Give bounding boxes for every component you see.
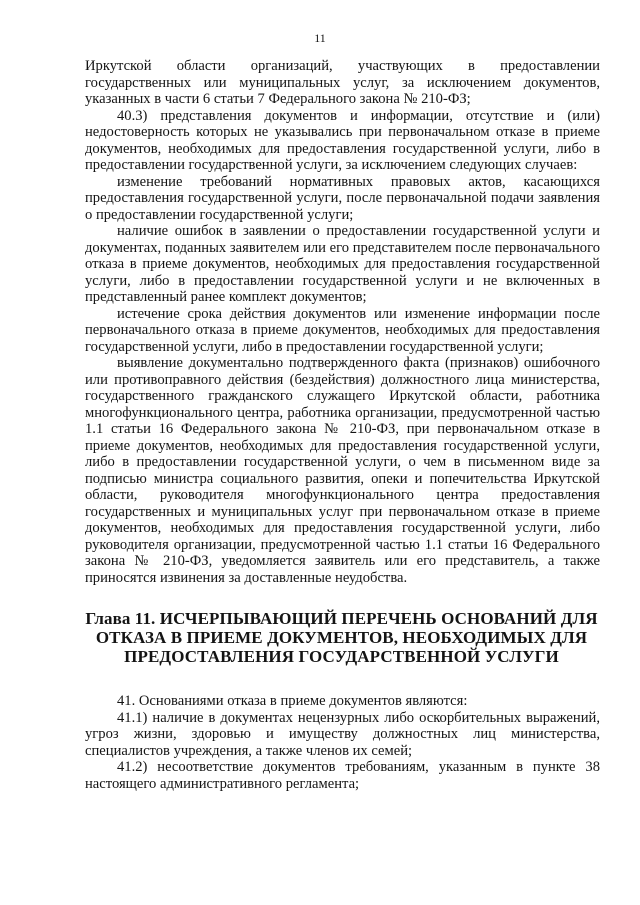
chapter-heading: Глава 11. ИСЧЕРПЫВАЮЩИЙ ПЕРЕЧЕНЬ ОСНОВАНИЙ ДЛЯ ОТКАЗА В ПРИЕМЕ ДОКУМЕНТОВ, НЕОБХОДИМЫХ ДЛЯ ПРЕДОСТАВЛЕНИЯ ГОСУДАРСТВЕННОЙ УСЛУГИ xyxy=(85,609,598,666)
paragraph: изменение требований нормативных правовых актов, касающихся предоставления государственной услуги, после первоначальной подачи заявления о предоставлении государственной услуги; xyxy=(85,173,600,223)
section-spacer xyxy=(85,666,600,693)
paragraph: истечение срока действия документов или изменение информации после первоначального отказа в приеме документов, необходимых для предоставления государственной услуги, либо в предоставлении государственной услуги; xyxy=(85,305,600,355)
paragraph: 41. Основаниями отказа в приеме документов являются: xyxy=(117,693,468,709)
paragraph: 41.1) наличие в документах нецензурных либо оскорбительных выражений, угроз жизни, здоровью и имуществу должностных лиц министерства, специалистов учреждения, а также членов их семей; xyxy=(85,709,600,759)
paragraph: 40.3) представления документов и информации, отсутствие и (или) недостоверность которых не указывались при первоначальном отказе в приеме документов, необходимых для предоставления государственной услуги, либо в предоставлении государственной услуги, за исключением следующих случаев: xyxy=(85,107,600,173)
paragraph: выявление документально подтвержденного факта (признаков) ошибочного или противоправного действия (бездействия) должностного лица министерства, государственного гражданского служащего Иркутской области, работника многофункционального центра, работника организации, предусмотренной частью 1.1 статьи 16 Федерального закона № 210-ФЗ, при первоначальном отказе в приеме документов, необходимых для предоставления государственной услуги, либо в предоставлении государственной услуги, о чем в письменном виде за подписью министра социального развития, опеки и попечительства Иркутской области, руководителя многофункционального центра предоставления государственных и муниципальных услуг при первоначальном отказе в приеме документов, необходимых для предоставления государственной услуги, либо руководителя организации, предусмотренной частью 1.1 статьи 16 Федерального закона № 210-ФЗ, уведомляется заявитель или его представитель, а также приносятся извинения за доставленные неудобства. xyxy=(85,355,600,586)
paragraph: наличие ошибок в заявлении о предоставлении государственной услуги и документах, поданных заявителем или его представителем после первоначального отказа в приеме документов, необходимых для предоставления государственной услуги, либо в предоставлении государственной услуги и не включенных в представленный ранее комплект документов; xyxy=(85,223,600,305)
paragraph: 41.2) несоответствие документов требованиям, указанным в пункте 38 настоящего административного регламента; xyxy=(85,759,600,792)
paragraph: Иркутской области организаций, участвующих в предоставлении государственных или муниципальных услуг, за исключением документов, указанных в части 6 статьи 7 Федерального закона № 210-ФЗ; xyxy=(85,58,600,107)
page-number: 11 xyxy=(314,31,326,45)
document-body xyxy=(85,58,600,792)
